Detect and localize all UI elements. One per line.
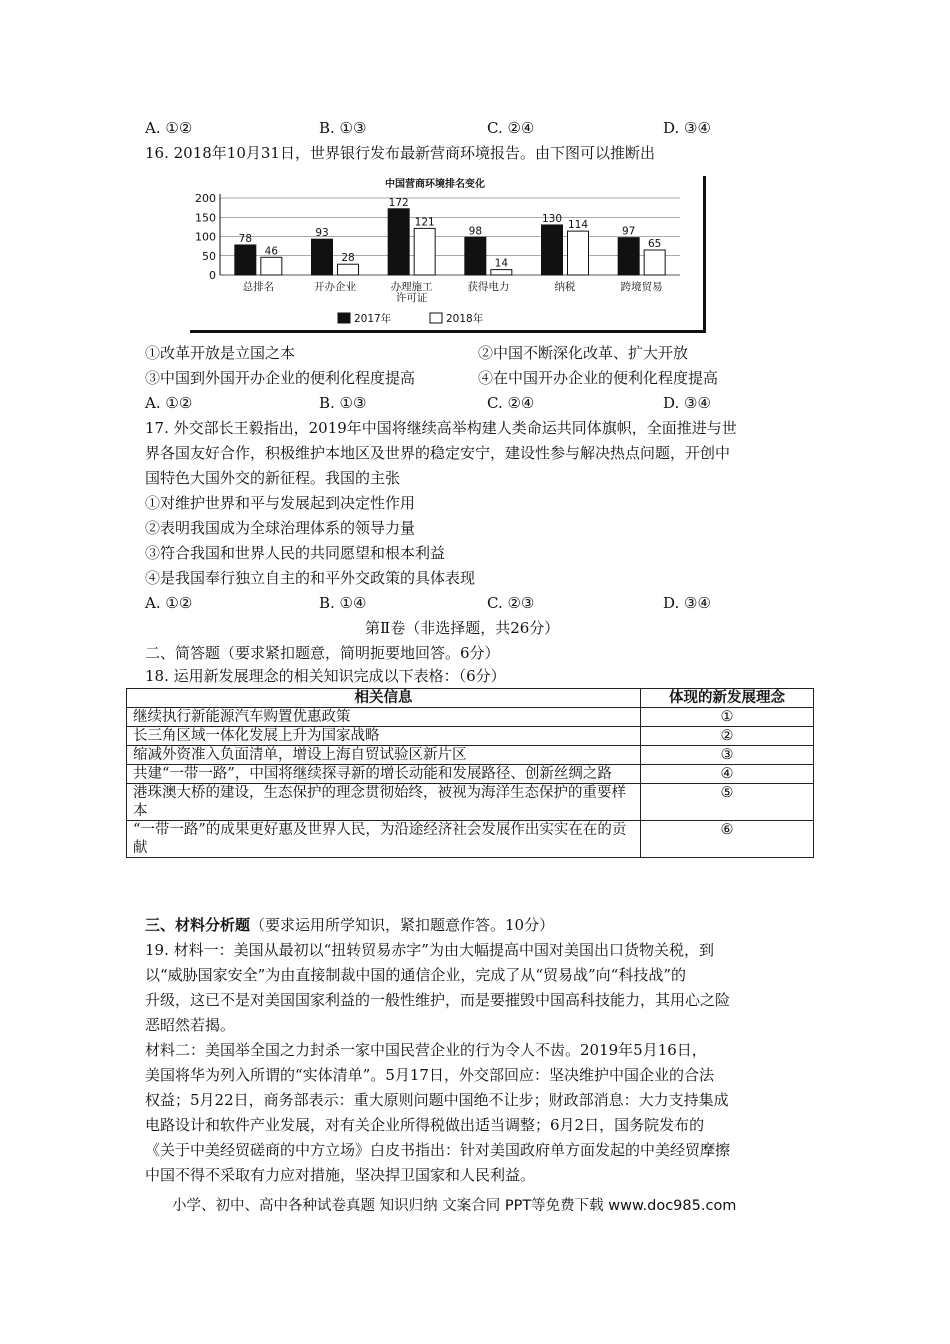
table-row xyxy=(127,746,814,765)
q19-m2-line-3: 权益；5月22日，商务部表示：重大原则问题中国绝不让步；财政部消息：大力支持集成 xyxy=(145,1091,729,1109)
data-label: 14 xyxy=(494,257,509,270)
table-row xyxy=(127,708,814,727)
table-row xyxy=(127,765,814,784)
q19-m2-line-1: 材料二：美国举全国之力封杀一家中国民营企业的行为令人不齿。2019年5月16日， xyxy=(145,1041,707,1059)
footer-ad: 小学、初中、高中各种试卷真题 知识归纳 文案合同 PPT等免费下载 www.doc985.com xyxy=(172,1198,737,1214)
option-a: A. ①② xyxy=(145,594,193,612)
q17-item-4: ④是我国奉行独立自主的和平外交政策的具体表现 xyxy=(145,569,476,587)
q19-m2-line-4: 电路设计和软件产业发展，对有关企业所得税做出适当调整；6月2日，国务院发布的 xyxy=(145,1116,705,1134)
option-d: D. ③④ xyxy=(663,594,711,612)
y-tick-label: 200 xyxy=(195,192,216,205)
q18-table xyxy=(126,688,814,858)
data-label: 172 xyxy=(388,196,409,209)
q17-stem-line-3: 国特色大国外交的新征程。我国的主张 xyxy=(145,469,401,487)
bar-2018 xyxy=(644,250,665,275)
q19-m2-line-6: 中国不得不采取有力应对措施，坚决捍卫国家和人民利益。 xyxy=(145,1166,536,1184)
section2-title: 二、简答题（要求紧扣题意，简明扼要地回答。6分） xyxy=(145,644,500,662)
option-c: C. ②③ xyxy=(487,594,535,612)
row-info: 港珠澳大桥的建设，生态保护的理念贯彻始终，被视为海洋生态保护的重要样本 xyxy=(127,784,641,821)
q16-item-4: ④在中国开办企业的便利化程度提高 xyxy=(478,369,719,387)
option-d: D. ③④ xyxy=(663,119,711,137)
legend-label: 2017年 xyxy=(354,313,392,325)
part2-title: 第Ⅱ卷（非选择题，共26分） xyxy=(365,619,560,637)
row-info: 长三角区域一体化发展上升为国家战略 xyxy=(127,727,641,746)
header-concept: 体现的新发展理念 xyxy=(641,689,814,708)
option-a: A. ①② xyxy=(145,394,193,412)
q17-item-2: ②表明我国成为全球治理体系的领导力量 xyxy=(145,519,416,537)
table-row xyxy=(127,727,814,746)
table-row xyxy=(127,784,814,821)
data-label: 121 xyxy=(414,216,435,229)
data-label: 130 xyxy=(541,212,563,225)
category-label: 办理施工 xyxy=(390,281,433,293)
bar-2018 xyxy=(261,257,282,275)
y-tick-label: 100 xyxy=(195,230,216,244)
legend-label: 2018年 xyxy=(446,313,484,325)
bar-2018 xyxy=(568,231,589,275)
data-label: 78 xyxy=(238,232,253,245)
q19-m1-line-3: 升级，这已不是对美国国家利益的一般性维护，而是要摧毁中国高科技能力，其用心之险 xyxy=(145,991,731,1009)
ranking-chart xyxy=(190,176,706,333)
option-b: B. ①③ xyxy=(319,394,367,412)
data-label: 98 xyxy=(468,225,483,238)
chart-title: 中国营商环境排名变化 xyxy=(385,179,485,190)
table-header-row xyxy=(127,689,814,708)
row-mark: ④ xyxy=(641,765,814,784)
header-info: 相关信息 xyxy=(127,689,641,708)
q16-stem: 16. 2018年10月31日，世界银行发布最新营商环境报告。由下图可以推断出 xyxy=(145,144,655,162)
category-label: 纳税 xyxy=(554,281,576,293)
row-mark: ⑤ xyxy=(641,784,814,821)
option-c: C. ②④ xyxy=(487,394,535,412)
row-mark: ① xyxy=(641,708,814,727)
bar-2018 xyxy=(338,264,359,275)
row-info: 共建“一带一路”，中国将继续探寻新的增长动能和发展路径、创新丝绸之路 xyxy=(127,765,641,784)
y-tick-label: 150 xyxy=(195,211,216,225)
data-label: 93 xyxy=(315,227,329,240)
row-info: “一带一路”的成果更好惠及世界人民，为沿途经济社会发展作出实实在在的贡献 xyxy=(127,821,641,858)
option-d: D. ③④ xyxy=(663,394,711,412)
bar-2018 xyxy=(491,270,512,275)
q19-m2-line-5: 《关于中美经贸磋商的中方立场》白皮书指出：针对美国政府单方面发起的中美经贸摩擦 xyxy=(145,1141,731,1159)
bar-2017 xyxy=(312,239,333,275)
row-mark: ⑥ xyxy=(641,821,814,858)
legend-swatch xyxy=(430,313,442,323)
bar-chart-svg xyxy=(190,176,706,333)
section3-title-rest: （要求运用所学知识，紧扣题意作答。10分） xyxy=(250,916,555,934)
category-label: 跨境贸易 xyxy=(620,281,663,293)
q19-m1-line-4: 恶昭然若揭。 xyxy=(145,1016,236,1034)
q17-stem-line-1: 17. 外交部长王毅指出，2019年中国将继续高举构建人类命运共同体旗帜，全面推进与世 xyxy=(145,419,737,437)
data-label: 65 xyxy=(647,237,662,250)
q19-m1-line-2: 以“威胁国家安全”为由直接制裁中国的通信企业，完成了从“贸易战”向“科技战”的 xyxy=(145,966,687,984)
bar-2017 xyxy=(542,225,563,275)
bar-2018 xyxy=(414,228,435,275)
data-label: 46 xyxy=(264,245,279,258)
data-label: 28 xyxy=(341,252,355,265)
row-info: 缩减外资准入负面清单，增设上海自贸试验区新片区 xyxy=(127,746,641,765)
table-row xyxy=(127,821,814,858)
data-label: 97 xyxy=(621,225,636,238)
category-label: 获得电力 xyxy=(467,281,510,293)
category-label: 许可证 xyxy=(395,292,428,304)
option-b: B. ①④ xyxy=(319,594,367,612)
y-tick-label: 0 xyxy=(209,269,216,282)
q16-item-2: ②中国不断深化改革、扩大开放 xyxy=(478,344,689,362)
q18-stem: 18. 运用新发展理念的相关知识完成以下表格：（6分） xyxy=(145,667,506,685)
q19-m1-line-1: 19. 材料一：美国从最初以“扭转贸易赤字”为由大幅提高中国对美国出口货物关税，到 xyxy=(145,941,714,959)
bar-2017 xyxy=(235,245,256,275)
q16-item-3: ③中国到外国开办企业的便利化程度提高 xyxy=(145,369,416,387)
bar-2017 xyxy=(388,209,409,275)
data-label: 114 xyxy=(567,219,589,232)
y-tick-label: 50 xyxy=(202,249,216,263)
row-mark: ② xyxy=(641,727,814,746)
q16-item-1: ①改革开放是立国之本 xyxy=(145,344,296,362)
category-label: 开办企业 xyxy=(314,281,356,293)
option-c: C. ②④ xyxy=(487,119,535,137)
option-a: A. ①② xyxy=(145,119,193,137)
row-mark: ③ xyxy=(641,746,814,765)
q19-m2-line-2: 美国将华为列入所谓的“实体清单”。5月17日，外交部回应：坚决维护中国企业的合法 xyxy=(145,1066,714,1084)
bar-2017 xyxy=(465,237,486,275)
section3-title-bold: 三、材料分析题 xyxy=(145,916,251,934)
option-b: B. ①③ xyxy=(319,119,367,137)
q17-item-1: ①对维护世界和平与发展起到决定性作用 xyxy=(145,494,416,512)
q17-item-3: ③符合我国和世界人民的共同愿望和根本利益 xyxy=(145,544,446,562)
section3-title xyxy=(145,915,554,935)
bar-2017 xyxy=(618,238,639,275)
q17-stem-line-2: 界各国友好合作，积极维护本地区及世界的稳定安宁，建设性参与解决热点问题，开创中 xyxy=(145,444,731,462)
legend-swatch xyxy=(338,313,350,323)
row-info: 继续执行新能源汽车购置优惠政策 xyxy=(127,708,641,727)
category-label: 总排名 xyxy=(242,281,275,293)
